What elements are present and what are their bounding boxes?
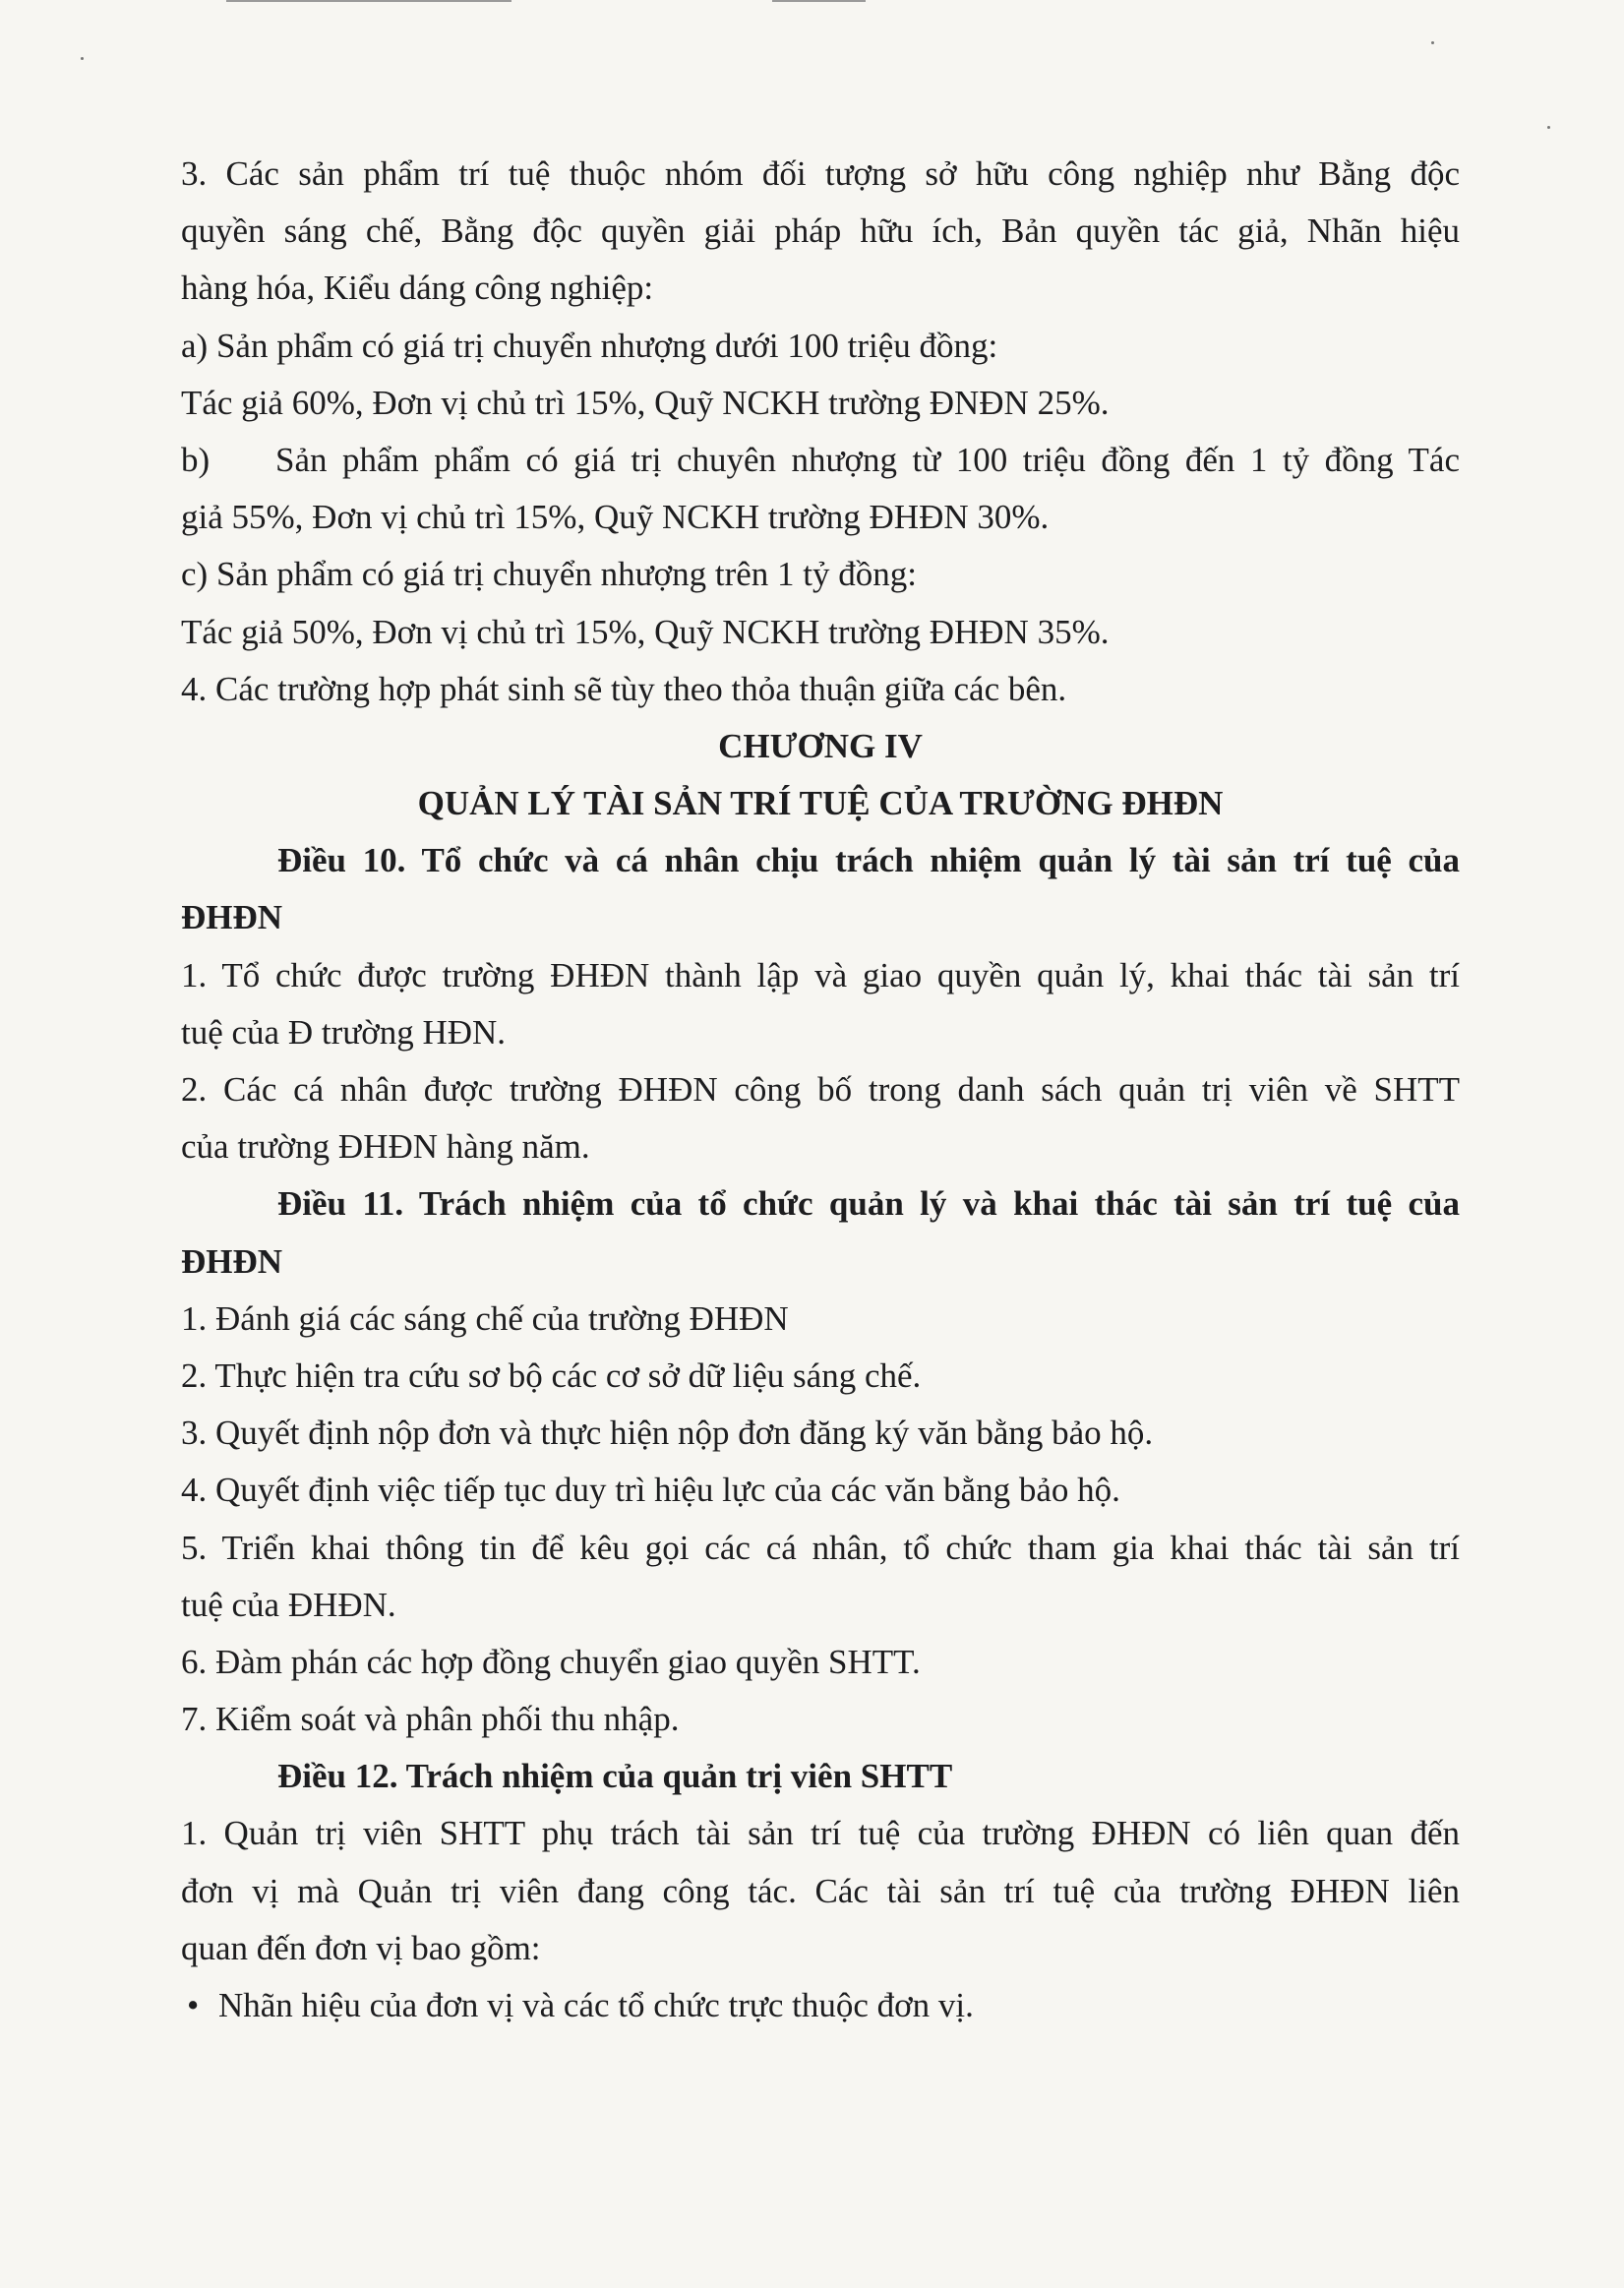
paragraph-line: tuệ của Đ trường HĐN. — [181, 1012, 507, 1052]
article-12-heading: Điều 12. Trách nhiệm của quản trị viên SHTT — [277, 1757, 953, 1796]
item-b-text: Sản phẩm phẩm có giá trị chuyên nhượng từ 100 triệu đồng đến 1 tỷ đồng Tác — [275, 440, 1460, 479]
paragraph-line: đơn vị mà Quản trị viên đang công tác. Các tài sản trí tuệ của trường ĐHĐN liên — [181, 1871, 1460, 1910]
bullet-text: Nhãn hiệu của đơn vị và các tổ chức trực thuộc đơn vị. — [218, 1986, 974, 2024]
paragraph-line: 1. Tổ chức được trường ĐHĐN thành lập và giao quyền quản lý, khai thác tài sản trí — [181, 955, 1460, 994]
bullet-item — [181, 1977, 1460, 2034]
scan-speck — [1431, 41, 1434, 44]
bullet-mark: • — [187, 1986, 200, 2024]
article-11-heading: Điều 11. Trách nhiệm của tổ chức quản lý và khai thác tài sản trí tuệ của — [277, 1184, 1460, 1224]
chapter-subtitle: QUẢN LÝ TÀI SẢN TRÍ TUỆ CỦA TRƯỜNG ĐHĐN — [417, 784, 1224, 823]
paragraph-line: 3. Quyết định nộp đơn và thực hiện nộp đơn đăng ký văn bằng bảo hộ. — [181, 1414, 1154, 1453]
paragraph-line: quan đến đơn vị bao gồm: — [181, 1928, 541, 1967]
paragraph-line: 5. Triển khai thông tin để kêu gọi các cá nhân, tổ chức tham gia khai thác tài sản trí — [181, 1528, 1460, 1567]
paragraph-line: 1. Đánh giá các sáng chế của trường ĐHĐN — [181, 1298, 789, 1338]
paragraph-line: 3. Các sản phẩm trí tuệ thuộc nhóm đối tượng sở hữu công nghiệp như Bằng độc — [181, 154, 1460, 193]
paragraph-line: 4. Quyết định việc tiếp tục duy trì hiệu lực của các văn bằng bảo hộ. — [181, 1471, 1120, 1510]
paragraph-line: của trường ĐHĐN hàng năm. — [181, 1127, 590, 1167]
paragraph-line: a) Sản phẩm có giá trị chuyển nhượng dưới 100 triệu đồng: — [181, 326, 998, 365]
paragraph-line: 4. Các trường hợp phát sinh sẽ tùy theo thỏa thuận giữa các bên. — [181, 669, 1067, 708]
paragraph-line: 2. Thực hiện tra cứu sơ bộ các cơ sở dữ liệu sáng chế. — [181, 1355, 922, 1395]
paragraph-line: 7. Kiểm soát và phân phối thu nhập. — [181, 1700, 680, 1739]
paragraph-line: giả 55%, Đơn vị chủ trì 15%, Quỹ NCKH trường ĐHĐN 30%. — [181, 498, 1050, 537]
article-10-heading-cont: ĐHĐN — [181, 898, 283, 937]
paragraph-line: tuệ của ĐHĐN. — [181, 1585, 396, 1624]
paragraph-line: hàng hóa, Kiểu dáng công nghiệp: — [181, 269, 654, 308]
scan-speck — [81, 57, 84, 60]
chapter-title: CHƯƠNG IV — [718, 726, 923, 765]
scan-top-rule-right — [772, 0, 866, 2]
paragraph-line: quyền sáng chế, Bằng độc quyền giải pháp hữu ích, Bản quyền tác giả, Nhãn hiệu — [181, 211, 1460, 251]
paragraph-line: 6. Đàm phán các hợp đồng chuyển giao quyền SHTT. — [181, 1642, 921, 1681]
paragraph-line: 2. Các cá nhân được trường ĐHĐN công bố trong danh sách quản trị viên về SHTT — [181, 1070, 1460, 1109]
paragraph-line: 1. Quản trị viên SHTT phụ trách tài sản trí tuệ của trường ĐHĐN có liên quan đến — [181, 1814, 1460, 1853]
paragraph-line: Tác giả 50%, Đơn vị chủ trì 15%, Quỹ NCKH trường ĐHĐN 35%. — [181, 612, 1110, 651]
paragraph-line: c) Sản phẩm có giá trị chuyển nhượng trên 1 tỷ đồng: — [181, 555, 918, 594]
scan-top-rule-left — [226, 0, 511, 2]
paragraph-line: Tác giả 60%, Đơn vị chủ trì 15%, Quỹ NCKH trường ĐNĐN 25%. — [181, 383, 1110, 422]
article-11-heading-cont: ĐHĐN — [181, 1241, 283, 1281]
article-10-heading: Điều 10. Tổ chức và cá nhân chịu trách nhiệm quản lý tài sản trí tuệ của — [277, 841, 1460, 880]
scan-speck — [1547, 126, 1550, 129]
paragraph-line-item-b — [181, 432, 1460, 489]
item-label-b: b) — [181, 440, 211, 479]
document-body — [181, 146, 1460, 2034]
